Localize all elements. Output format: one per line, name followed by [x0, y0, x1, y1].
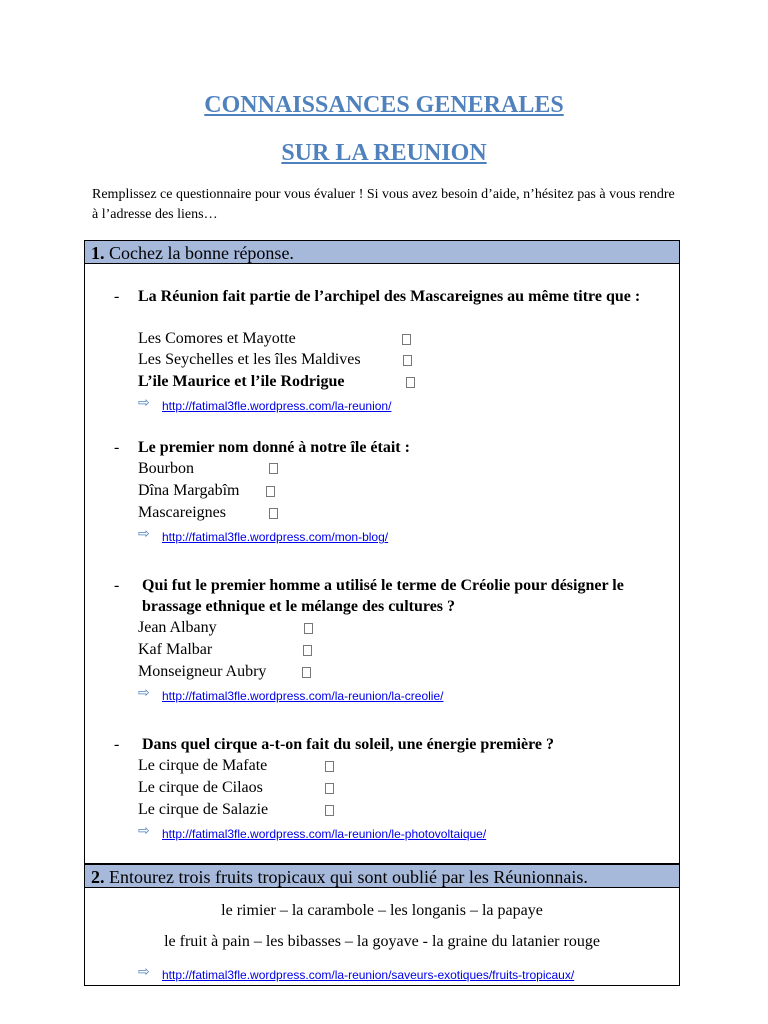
fruits-line-1: le rimier – la carambole – les longanis – la papaye	[221, 902, 543, 919]
fruits-line-2: le fruit à pain – les bibasses – la goyave - la graine du latanier rouge	[164, 933, 600, 950]
q4-link[interactable]: http://fatimal3fle.wordpress.com/la-reunion/le-photovoltaique/	[162, 827, 487, 841]
q2-option-3-label: Mascareignes	[138, 504, 226, 521]
q2-option-1-checkbox[interactable]	[269, 463, 278, 474]
section-2-header	[84, 864, 680, 888]
q2-option-2-label: Dîna Margabîm	[138, 482, 240, 499]
q1-option-1-label: Les Comores et Mayotte	[138, 330, 296, 347]
q1-option-2-checkbox[interactable]	[403, 355, 412, 366]
section-2-number: 2.	[91, 867, 105, 887]
arrow-right-icon: ⇨	[138, 685, 150, 701]
question-4-text: Dans quel cirque a-t-on fait du soleil, une énergie première ?	[142, 736, 554, 753]
q1-option-3-label: L’ile Maurice et l’ile Rodrigue	[138, 373, 345, 390]
q3-option-3-checkbox[interactable]	[302, 667, 311, 678]
intro-text: Remplissez ce questionnaire pour vous évaluer ! Si vous avez besoin d’aide, n’hésitez pas à vous rendre à l’adresse des liens…	[92, 187, 675, 222]
section-2-link[interactable]: http://fatimal3fle.wordpress.com/la-reunion/saveurs-exotiques/fruits-tropicaux/	[162, 968, 575, 982]
section-1-heading: Cochez la bonne réponse.	[109, 243, 294, 263]
arrow-right-icon: ⇨	[138, 823, 150, 839]
question-2-text: Le premier nom donné à notre île était :	[138, 439, 410, 456]
q2-option-3-checkbox[interactable]	[269, 508, 278, 519]
q2-option-1-label: Bourbon	[138, 460, 194, 477]
section-1-number: 1.	[91, 243, 105, 263]
title-line-1: CONNAISSANCES GENERALES	[204, 92, 564, 118]
q3-option-2-label: Kaf Malbar	[138, 641, 213, 658]
arrow-right-icon: ⇨	[138, 395, 150, 411]
question-dash: -	[114, 577, 120, 594]
question-dash: -	[114, 736, 120, 753]
q4-option-1-label: Le cirque de Mafate	[138, 757, 268, 774]
q3-option-2-checkbox[interactable]	[303, 645, 312, 656]
q4-option-1-checkbox[interactable]	[325, 761, 334, 772]
q3-option-1-label: Jean Albany	[138, 619, 217, 636]
q1-link[interactable]: http://fatimal3fle.wordpress.com/la-reunion/	[162, 399, 392, 413]
q4-option-2-label: Le cirque de Cilaos	[138, 779, 263, 796]
arrow-right-icon: ⇨	[138, 964, 150, 980]
q1-option-3-checkbox[interactable]	[406, 377, 415, 388]
q2-option-2-checkbox[interactable]	[266, 486, 275, 497]
q4-option-3-checkbox[interactable]	[325, 805, 334, 816]
question-1-text: La Réunion fait partie de l’archipel des Mascareignes au même titre que :	[138, 288, 641, 305]
arrow-right-icon: ⇨	[138, 526, 150, 542]
title-line-2: SUR LA REUNION	[281, 140, 487, 166]
q1-option-1-checkbox[interactable]	[402, 334, 411, 345]
section-1-header	[84, 240, 680, 264]
q1-option-2-label: Les Seychelles et les îles Maldives	[138, 351, 361, 368]
question-dash: -	[114, 439, 120, 456]
q4-option-2-checkbox[interactable]	[325, 783, 334, 794]
question-dash: -	[114, 288, 120, 305]
q3-option-3-label: Monseigneur Aubry	[138, 663, 267, 680]
q2-link[interactable]: http://fatimal3fle.wordpress.com/mon-blog/	[162, 530, 389, 544]
q4-option-3-label: Le cirque de Salazie	[138, 801, 269, 818]
q3-option-1-checkbox[interactable]	[304, 623, 313, 634]
q3-link[interactable]: http://fatimal3fle.wordpress.com/la-reunion/la-creolie/	[162, 689, 444, 703]
section-2-heading: Entourez trois fruits tropicaux qui sont oublié par les Réunionnais.	[109, 867, 588, 887]
question-3-text: Qui fut le premier homme a utilisé le terme de Créolie pour désigner le brassage ethnique et le mélange des cultures ?	[142, 577, 624, 615]
